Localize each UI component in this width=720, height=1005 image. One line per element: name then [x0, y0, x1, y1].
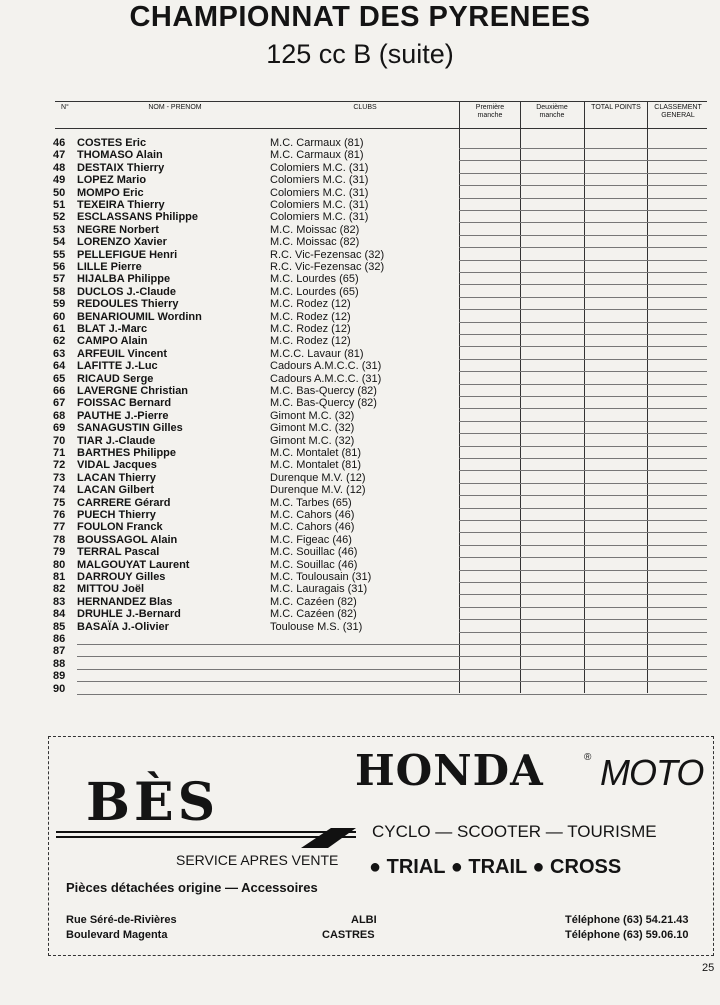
- row-rule: [459, 470, 707, 471]
- row-rule: [459, 483, 707, 484]
- advert-phone-2: Téléphone (63) 59.06.10: [565, 929, 689, 941]
- rider-number: 80: [53, 558, 66, 571]
- page-title: CHAMPIONNAT DES PYRENEES: [129, 1, 591, 33]
- rider-number: 82: [53, 583, 66, 596]
- rider-name: BOUSSAGOL Alain: [77, 533, 178, 546]
- rider-number: 81: [53, 571, 66, 583]
- rider-club: M.C. Lourdes (65): [270, 273, 359, 286]
- rider-club: Durenque M.V. (12): [270, 484, 366, 497]
- rider-name: ARFEUIL Vincent: [77, 347, 168, 360]
- rider-club: M.C. Rodez (12): [270, 335, 351, 348]
- rider-club: M.C. Montalet (81): [270, 447, 362, 459]
- rider-number: 54: [53, 236, 66, 249]
- rider-number: 57: [53, 273, 66, 286]
- rider-club: M.C. Moissac (82): [270, 236, 360, 249]
- rider-club: M.C. Lauragais (31): [270, 583, 368, 596]
- row-rule: [459, 570, 707, 571]
- rider-name: MALGOUYAT Laurent: [77, 558, 190, 571]
- rider-name: DARROUY Gilles: [77, 571, 166, 583]
- header-second-round: Deuxième manche: [536, 104, 568, 119]
- row-rule: [459, 173, 707, 174]
- rider-name: FOULON Franck: [77, 521, 163, 534]
- rider-club: M.C. Cahors (46): [270, 509, 355, 521]
- row-rule: [459, 545, 707, 546]
- row-rule: [459, 557, 707, 558]
- rider-club: R.C. Vic-Fezensac (32): [270, 248, 385, 261]
- row-rule: [459, 309, 707, 310]
- bes-speed-lines: [56, 828, 356, 850]
- row-rule: [459, 247, 707, 248]
- row-rule: [459, 458, 707, 459]
- rider-number: 68: [53, 409, 66, 422]
- rider-club: M.C. Toulousain (31): [270, 571, 372, 583]
- rider-number: 49: [53, 174, 66, 187]
- rider-name: BARTHES Philippe: [77, 447, 177, 459]
- rider-club: M.C. Figeac (46): [270, 533, 352, 546]
- rider-name: VIDAL Jacques: [77, 459, 157, 472]
- row-rule: [77, 644, 707, 645]
- rider-number: 75: [53, 496, 66, 509]
- rider-club: M.C. Carmaux (81): [270, 149, 364, 162]
- column-divider: [647, 101, 648, 693]
- row-rule: [459, 198, 707, 199]
- rider-club: Cadours A.M.C.C. (31): [270, 360, 382, 373]
- row-rule: [459, 408, 707, 409]
- row-rule: [459, 371, 707, 372]
- rider-name: DESTAIX Thierry: [77, 161, 165, 174]
- rider-club: Colomiers M.C. (31): [270, 199, 369, 211]
- rider-club: M.C. Bas-Quercy (82): [270, 385, 377, 397]
- column-divider: [520, 101, 521, 693]
- rider-name: BASAÏA J.-Olivier: [77, 620, 169, 633]
- rider-club: R.C. Vic-Fezensac (32): [270, 261, 385, 273]
- page-number: 25: [702, 962, 715, 974]
- advert-city-2: CASTRES: [322, 929, 375, 941]
- row-rule: [459, 433, 707, 434]
- rider-club: Durenque M.V. (12): [270, 471, 366, 484]
- row-rule: [459, 185, 707, 186]
- row-rule: [459, 495, 707, 496]
- rider-club: Toulouse M.S. (31): [270, 620, 363, 633]
- row-rule: [459, 359, 707, 360]
- rider-club: M.C. Cazéen (82): [270, 595, 357, 608]
- row-rule: [459, 632, 707, 633]
- rider-number: 61: [53, 323, 66, 335]
- header-num: N°: [61, 104, 69, 111]
- rider-number: 65: [53, 372, 66, 385]
- rider-club: M.C.C. Lavaur (81): [270, 347, 364, 360]
- page-subtitle: 125 cc B (suite): [266, 39, 454, 69]
- rider-name: MITTOU Joël: [77, 583, 145, 596]
- row-rule: [459, 594, 707, 595]
- header-general-ranking: CLASSEMENT GENERAL: [654, 104, 702, 119]
- rider-number: 83: [53, 595, 66, 608]
- rider-club: M.C. Cahors (46): [270, 521, 355, 534]
- rider-number: 66: [53, 385, 66, 397]
- row-rule: [459, 582, 707, 583]
- advert-city-1: ALBI: [351, 914, 377, 926]
- row-rule: [459, 297, 707, 298]
- rider-name: LILLE Pierre: [77, 261, 142, 273]
- rider-name: CAMPO Alain: [77, 335, 148, 348]
- rider-club: M.C. Rodez (12): [270, 298, 351, 311]
- rider-number: 53: [53, 223, 66, 236]
- rider-club: Colomiers M.C. (31): [270, 161, 369, 174]
- row-rule: [77, 669, 707, 670]
- rider-club: M.C. Lourdes (65): [270, 285, 359, 298]
- rider-club: Colomiers M.C. (31): [270, 211, 369, 224]
- row-rule: [77, 656, 707, 657]
- advert-address-2: Boulevard Magenta: [66, 929, 168, 941]
- row-rule: [459, 235, 707, 236]
- rider-name: FOISSAC Bernard: [77, 397, 172, 410]
- rider-name: MOMPO Eric: [77, 186, 144, 199]
- advert-parts: Pièces détachées origine — Accessoires: [66, 880, 318, 895]
- row-rule: [459, 384, 707, 385]
- rider-name: LACAN Gilbert: [77, 484, 154, 497]
- rider-number: 71: [53, 447, 66, 459]
- rider-name: HIJALBA Philippe: [77, 273, 171, 286]
- rider-name: TEXEIRA Thierry: [77, 199, 165, 211]
- rider-club: Cadours A.M.C.C. (31): [270, 372, 382, 385]
- row-rule: [77, 694, 707, 695]
- row-rule: [459, 210, 707, 211]
- registered-mark: ®: [584, 752, 592, 763]
- rider-name: COSTES Eric: [77, 137, 147, 149]
- row-rule: [459, 346, 707, 347]
- rider-name: CARRERE Gérard: [77, 496, 171, 509]
- rider-name: LACAN Thierry: [77, 471, 156, 484]
- advert-service: SERVICE APRES VENTE: [176, 852, 339, 868]
- rider-number: 72: [53, 459, 66, 472]
- rider-number: 63: [53, 347, 66, 360]
- rider-number: 90: [53, 682, 66, 695]
- table-header-border: [55, 128, 707, 129]
- rider-number: 84: [53, 608, 66, 621]
- rider-number: 46: [53, 137, 66, 149]
- row-rule: [459, 334, 707, 335]
- rider-name: TIAR J.-Claude: [77, 434, 156, 447]
- rider-name: NEGRE Norbert: [77, 223, 159, 236]
- header-first-round: Première manche: [475, 104, 505, 119]
- rider-club: Colomiers M.C. (31): [270, 186, 369, 199]
- rider-number: 69: [53, 422, 66, 435]
- rider-club: M.C. Rodez (12): [270, 310, 351, 323]
- rider-number: 48: [53, 161, 66, 174]
- column-divider: [584, 101, 585, 693]
- rider-club: Gimont M.C. (32): [270, 422, 355, 435]
- row-rule: [459, 260, 707, 261]
- rider-number: 73: [53, 471, 66, 484]
- rider-name: BENARIOUMIL Wordinn: [77, 310, 202, 323]
- row-rule: [459, 607, 707, 608]
- moto-logo: MOTO: [600, 752, 704, 793]
- rider-club: M.C. Cazéen (82): [270, 608, 357, 621]
- table-top-border: [55, 101, 707, 102]
- rider-name: ESCLASSANS Philippe: [77, 211, 199, 224]
- advert-tagline-trial: ● TRIAL ● TRAIL ● CROSS: [369, 856, 622, 878]
- rider-name: HERNANDEZ Blas: [77, 595, 173, 608]
- rider-name: DRUHLE J.-Bernard: [77, 608, 181, 621]
- rider-number: 76: [53, 509, 66, 521]
- rider-club: Gimont M.C. (32): [270, 409, 355, 422]
- rider-club: M.C. Souillac (46): [270, 558, 358, 571]
- rider-number: 78: [53, 533, 66, 546]
- rider-name: LAFITTE J.-Luc: [77, 360, 158, 373]
- rider-number: 67: [53, 397, 66, 410]
- rider-name: TERRAL Pascal: [77, 546, 160, 559]
- rider-name: THOMASO Alain: [77, 149, 163, 162]
- rider-number: 77: [53, 521, 66, 534]
- row-rule: [77, 681, 707, 682]
- row-rule: [459, 148, 707, 149]
- rider-name: PELLEFIGUE Henri: [77, 248, 178, 261]
- rider-club: Colomiers M.C. (31): [270, 174, 369, 187]
- rider-name: SANAGUSTIN Gilles: [77, 422, 183, 435]
- rider-number: 52: [53, 211, 66, 224]
- rider-club: M.C. Moissac (82): [270, 223, 360, 236]
- row-rule: [459, 396, 707, 397]
- rider-number: 55: [53, 248, 66, 261]
- advert-phone-1: Téléphone (63) 54.21.43: [565, 914, 689, 926]
- rider-number: 50: [53, 186, 66, 199]
- rider-club: M.C. Rodez (12): [270, 323, 351, 335]
- column-divider: [459, 101, 460, 693]
- row-rule: [459, 520, 707, 521]
- bes-logo: BÈS: [86, 772, 220, 833]
- advert-tagline-cyclo: CYCLO — SCOOTER — TOURISME: [372, 822, 657, 841]
- rider-name: LOPEZ Mario: [77, 174, 147, 187]
- row-rule: [459, 160, 707, 161]
- row-rule: [459, 446, 707, 447]
- rider-number: 89: [53, 670, 66, 683]
- rider-name: PAUTHE J.-Pierre: [77, 409, 169, 422]
- rider-club: M.C. Carmaux (81): [270, 137, 364, 149]
- rider-number: 62: [53, 335, 66, 348]
- row-rule: [459, 272, 707, 273]
- header-total-points: TOTAL POINTS: [591, 104, 641, 111]
- advert-address-1: Rue Séré-de-Rivières: [66, 914, 177, 926]
- rider-name: DUCLOS J.-Claude: [77, 285, 177, 298]
- rider-name: PUECH Thierry: [77, 509, 156, 521]
- header-name: NOM - PRENOM: [148, 104, 202, 111]
- rider-number: 56: [53, 261, 66, 273]
- row-rule: [459, 322, 707, 323]
- rider-club: M.C. Tarbes (65): [270, 496, 352, 509]
- row-rule: [459, 619, 707, 620]
- rider-number: 88: [53, 657, 66, 670]
- rider-name: LAVERGNE Christian: [77, 385, 189, 397]
- rider-number: 51: [53, 199, 66, 211]
- honda-logo: HONDA: [355, 746, 544, 795]
- rider-name: RICAUD Serge: [77, 372, 154, 385]
- rider-number: 58: [53, 285, 66, 298]
- rider-club: M.C. Montalet (81): [270, 459, 362, 472]
- rider-number: 70: [53, 434, 66, 447]
- rider-number: 85: [53, 620, 66, 633]
- header-club: CLUBS: [353, 104, 377, 111]
- rider-number: 79: [53, 546, 66, 559]
- rider-number: 87: [53, 645, 66, 658]
- rider-number: 86: [53, 633, 66, 645]
- rider-number: 47: [53, 149, 66, 162]
- rider-club: M.C. Bas-Quercy (82): [270, 397, 377, 410]
- rider-number: 60: [53, 310, 66, 323]
- rider-club: M.C. Souillac (46): [270, 546, 358, 559]
- rider-number: 64: [53, 360, 66, 373]
- row-rule: [459, 284, 707, 285]
- row-rule: [459, 532, 707, 533]
- rider-name: REDOULES Thierry: [77, 298, 179, 311]
- rider-number: 59: [53, 298, 66, 311]
- results-table: [55, 101, 707, 693]
- rider-number: 74: [53, 484, 66, 497]
- row-rule: [459, 508, 707, 509]
- rider-club: Gimont M.C. (32): [270, 434, 355, 447]
- row-rule: [459, 222, 707, 223]
- rider-name: LORENZO Xavier: [77, 236, 167, 249]
- rider-name: BLAT J.-Marc: [77, 323, 148, 335]
- row-rule: [459, 421, 707, 422]
